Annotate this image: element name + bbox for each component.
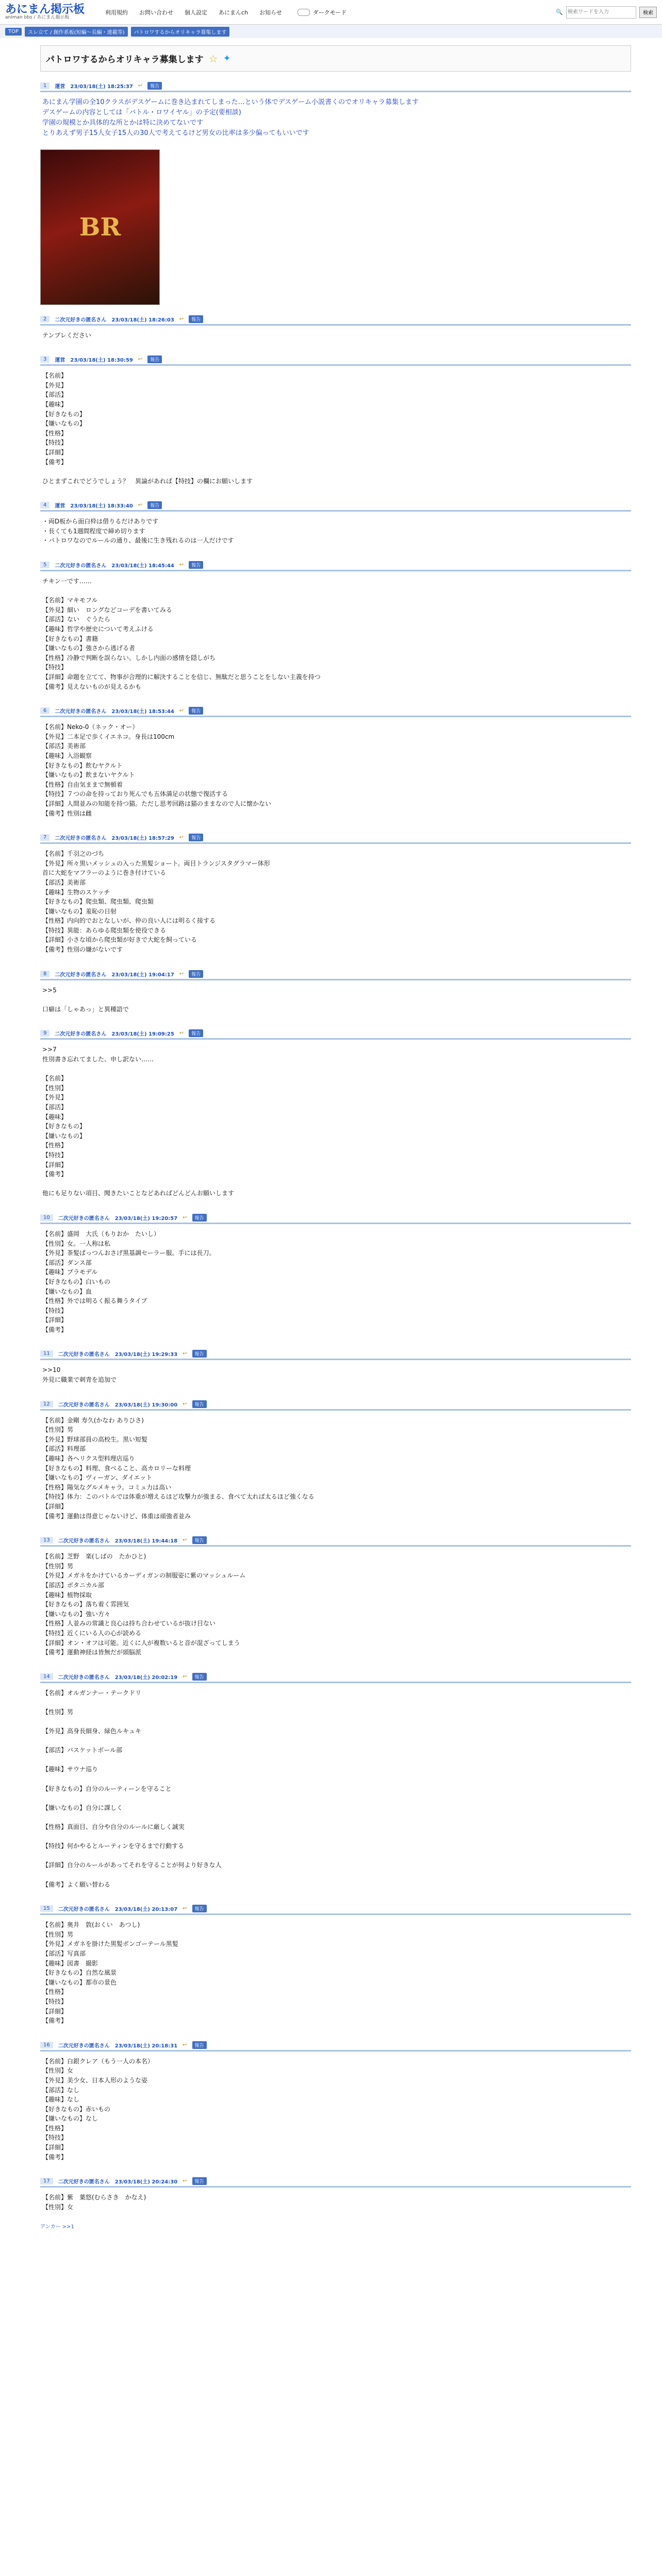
post-header xyxy=(40,1672,631,1683)
reply-icon[interactable]: ↩ xyxy=(183,2042,187,2048)
post-author: 二次元好きの匿名さん xyxy=(55,709,107,715)
post xyxy=(40,969,631,1020)
reply-icon[interactable]: ↩ xyxy=(179,971,184,977)
reply-icon[interactable]: ↩ xyxy=(179,316,184,322)
search-icon: 🔍 xyxy=(556,9,563,15)
post-date: 23/03/18(土) 20:13:07 xyxy=(114,1907,178,1913)
report-button[interactable]: 報告 xyxy=(192,2041,207,2049)
post-header xyxy=(40,1535,631,1547)
report-button[interactable]: 報告 xyxy=(189,561,203,569)
report-button[interactable]: 報告 xyxy=(192,1536,207,1544)
post-header xyxy=(40,706,631,717)
post-header xyxy=(40,560,631,571)
report-button[interactable]: 報告 xyxy=(189,315,203,323)
post-body: あにまん学園の全10クラスがデスゲームに巻き込まれてしまった…という体でデスゲーム小説書くのでオリキャラ募集します デスゲームの内容としては「バトル・ロワイヤル」の予定(要相談) 学園の規模とか具体的な所とかは特に決めてないです とりあえず男子15人女子15人の30人で考えてるけど男女の比率は多少偏ってもいいです xyxy=(42,98,419,138)
post-body: 【名前】芝野 楽(しばの たかひと) 【性別】男 【外見】メガネをかけているカーディガンの制服姿に紫のマッシュルーム 【部活】ボタニカル部 【趣味】植物採取 【好きなもの】落ち着く雰囲気 【嫌いなもの】強い方々 【性格】人並みの常識と良心は持ち合わせているが抜け目ない 【特技】近くにいる人の心が読める 【詳細】オン・オフは可能。近くに人が複数いると音が混ざってしまう 【備考】運動神経は皆無だが頭脳派 xyxy=(42,1553,246,1656)
post-author: 二次元好きの匿名さん xyxy=(58,1352,110,1358)
nav-settings[interactable]: 個人設定 xyxy=(185,9,208,16)
post-number[interactable]: 14 xyxy=(40,1673,53,1680)
post xyxy=(40,500,631,551)
reply-icon[interactable]: ↩ xyxy=(179,835,184,841)
favorite-star-icon[interactable]: ☆ xyxy=(208,52,218,65)
post-body: >>5 口癖は「しゃあっ」と異種語で xyxy=(42,986,129,1013)
post xyxy=(40,354,631,491)
post-header xyxy=(40,354,631,366)
post-date: 23/03/18(土) 19:29:33 xyxy=(114,1352,178,1358)
post xyxy=(40,833,631,960)
post xyxy=(40,2040,631,2167)
nav-animanch[interactable]: あにまんch xyxy=(219,9,249,16)
post xyxy=(40,1213,631,1340)
post xyxy=(40,2176,631,2217)
reply-icon[interactable]: ↩ xyxy=(183,1351,187,1357)
report-button[interactable]: 報告 xyxy=(189,834,203,841)
post-number[interactable]: 10 xyxy=(40,1214,53,1221)
post-author: 二次元好きの匿名さん xyxy=(58,1907,110,1913)
post-number[interactable]: 15 xyxy=(40,1905,53,1912)
post xyxy=(40,314,631,346)
thread-title-box xyxy=(40,45,631,72)
reply-icon[interactable]: ↩ xyxy=(183,1401,187,1407)
post xyxy=(40,706,631,823)
post-number[interactable]: 3 xyxy=(40,356,49,363)
post-number[interactable]: 11 xyxy=(40,1350,53,1357)
post-header xyxy=(40,500,631,512)
post-author: 二次元好きの匿名さん xyxy=(55,317,107,323)
post-author: 運営 xyxy=(55,84,65,90)
post-body: 【名前】千羽之のづち 【外見】所々黒いメッシュの入った黒髪ショート。両目トランジスタグラマー体形 首に大蛇をマフラーのように巻き付けている 【部活】美術部 【趣味】生物のスケッチ 【好きなもの】爬虫類、爬虫類、爬虫類 【嫌いなもの】羞恥の日射 【性格】内向的でおとなしいが、仲の良い人には明るく接する 【特技】異能：あらゆる爬虫類を使役できる 【詳細】小さな頃から爬虫類が好きで大蛇を飼っている 【備考】性別の嫌がないです xyxy=(42,850,270,954)
top-nav xyxy=(105,8,282,16)
reply-icon[interactable]: ↩ xyxy=(138,357,143,363)
post-body: 【名前】奥井 敦(おくい あつし) 【性別】男 【外見】メガネを掛けた黒髪ボンゴーテール黒髪 【部活】写真部 【趣味】図書 撮影 【好きなもの】自然な風景 【嫌いなもの】都市の景色 【性格】 【特技】 【詳細】 【備考】 xyxy=(42,1921,178,2025)
post-body: 【名前】Neko-0（ネック・オー） 【外見】二本足で歩くイエネコ。身長は100cm 【部活】美術部 【趣味】入浴観察 【好きなもの】飲むヤクルト 【嫌いなもの】飲まないヤクルト 【性格】自由気ままで無頓着 【特技】７つの命を持っており死んでも五体満足の状態で復活する 【詳細】人間並みの知能を持つ猫。ただし思考回路は猫のままなので人に懐かない 【備考】性別は雌 xyxy=(42,723,272,817)
post-number[interactable]: 2 xyxy=(40,316,49,323)
post-date: 23/03/18(土) 18:26:03 xyxy=(111,317,174,323)
reply-icon[interactable]: ↩ xyxy=(183,1214,187,1221)
post-number[interactable]: 12 xyxy=(40,1401,53,1408)
post-body: テンプレください xyxy=(42,331,91,339)
post-date: 23/03/18(土) 19:30:00 xyxy=(114,1402,178,1408)
post-header xyxy=(40,1904,631,1915)
post xyxy=(40,81,631,305)
report-button[interactable]: 報告 xyxy=(147,355,162,363)
post-date: 23/03/18(土) 18:30:59 xyxy=(70,358,133,364)
report-button[interactable]: 報告 xyxy=(192,1905,207,1912)
report-button[interactable]: 報告 xyxy=(147,501,162,509)
post-date: 23/03/18(土) 20:02:19 xyxy=(114,1674,178,1681)
post xyxy=(40,1349,631,1389)
post-date: 23/03/18(土) 18:53:44 xyxy=(111,709,174,715)
report-button[interactable]: 報告 xyxy=(189,1029,203,1037)
darkmode-label: ダークモード xyxy=(312,9,347,16)
post-date: 23/03/18(土) 18:57:29 xyxy=(111,836,174,842)
post-date: 23/03/18(土) 19:04:17 xyxy=(111,972,174,978)
post-body: 【名前】 【外見】 【部活】 【趣味】 【好きなもの】 【嫌いなもの】 【性格】 【特技】 【詳細】 【備考】 ひとまずこれでどうでしょう？ 異論があれば【特技】の欄にお願いします xyxy=(42,372,253,485)
toggle-switch-icon[interactable] xyxy=(297,9,310,16)
report-button[interactable]: 報告 xyxy=(189,970,203,978)
post-number[interactable]: 4 xyxy=(40,502,49,509)
post-body: 【名前】盛岡 大氏（もりおか たいし） 【性別】女。一人称は私 【外見】茶髪ぱっつんおさげ黒基調セーラー服。手には長刀。 【部活】ダンス部 【趣味】プラモデル 【好きなもの】白いもの 【嫌いなもの】血 【性格】外では明るく振る舞うタイプ 【特技】 【詳細】 【備考】 xyxy=(42,1230,216,1333)
report-button[interactable]: 報告 xyxy=(192,1673,207,1681)
reply-icon[interactable]: ↩ xyxy=(183,1673,187,1680)
post-header xyxy=(40,969,631,980)
post-header xyxy=(40,1028,631,1040)
post-body: 【名前】オルガンナー・テークドリ 【性別】男 【外見】高身長細身、緑色ルキュキ 【部活】バスケットボール部 【趣味】サウナ巡り 【好きなもの】自分のルーティーンを守ること 【嫌いなもの】自分に課しく 【性格】真面目、自分や自分のルールに厳しく誠実 【特技】何かやるとルーティンを守るまで行動する 【詳細】自分のルールがあってそれを守ることが何より好きな人 【備考】よく願い替わる xyxy=(42,1689,222,1888)
reply-icon[interactable]: ↩ xyxy=(183,1537,187,1544)
post-date: 23/03/18(土) 19:20:57 xyxy=(114,1215,178,1222)
post-author: 二次元好きの匿名さん xyxy=(55,972,107,978)
post-header xyxy=(40,1213,631,1224)
reply-icon[interactable]: ↩ xyxy=(179,562,184,568)
post-number[interactable]: 5 xyxy=(40,562,49,568)
post-body: チキン一です…… 【名前】マキモフル 【外見】細い ロングなどコーデを書いてみる 【部活】ない ぐうたら 【趣味】哲学や歴史について考えふける 【好きなもの】書籍 【嫌いなもの】強さから逃げる者 【性格】冷静で判断を誤らない。しかし内面の感情を隠しがち 【特技】 【詳細】命題を立てて、物事が合理的に解決することを信じ、無駄だと思うことをしない主義を持つ 【備考】見えないものが見えるかも xyxy=(42,578,321,690)
nav-terms[interactable]: 利用規約 xyxy=(105,9,128,16)
breadcrumb xyxy=(0,25,662,38)
post-number[interactable]: 1 xyxy=(40,82,49,89)
site-logo[interactable]: あにまん掲示板 animan bbs / あにまん掲示板 xyxy=(5,3,85,20)
post xyxy=(40,1028,631,1204)
darkmode-toggle[interactable] xyxy=(297,8,347,16)
nav-news[interactable]: お知らせ xyxy=(259,9,282,16)
post-date: 23/03/18(土) 19:09:25 xyxy=(111,1031,174,1038)
post-body: 【名前】紫 葉悠(むらさき かなえ) 【性別】女 xyxy=(42,2194,146,2211)
post-header xyxy=(40,2176,631,2188)
post-author: 二次元好きの匿名さん xyxy=(58,2179,110,2185)
post-image[interactable]: BR xyxy=(40,149,160,305)
post-header xyxy=(40,314,631,326)
post-author: 運営 xyxy=(55,358,65,364)
post-body: >>7 性別書き忘れてました、申し訳ない…… 【名前】 【性別】 【外見】 【部活】 【趣味】 【好きなもの】 【嫌いなもの】 【性格】 【特技】 【詳細】 【備考】 他にも足りない項目、聞きたいことなどあればどんどんお願いします xyxy=(42,1046,235,1197)
post xyxy=(40,1535,631,1663)
post-header xyxy=(40,81,631,92)
post-author: 二次元好きの匿名さん xyxy=(58,1538,110,1545)
post-date: 23/03/18(土) 18:45:44 xyxy=(111,563,174,569)
post-date: 23/03/18(土) 19:44:18 xyxy=(114,1538,178,1545)
site-header xyxy=(0,0,662,25)
footer-anchor[interactable]: アンカー >>1 xyxy=(40,2224,74,2230)
post-date: 23/03/18(土) 20:24:30 xyxy=(114,2179,178,2185)
post-number[interactable]: 8 xyxy=(40,971,49,977)
report-button[interactable]: 報告 xyxy=(192,1400,207,1408)
search-input[interactable] xyxy=(566,6,636,19)
thread-title: パトロワするからオリキャラ募集します xyxy=(46,55,204,65)
post-author: 二次元好きの匿名さん xyxy=(58,1215,110,1222)
twitter-icon[interactable]: ✦ xyxy=(223,53,231,64)
post-author: 二次元好きの匿名さん xyxy=(55,563,107,569)
post-date: 23/03/18(土) 18:25:37 xyxy=(70,84,133,90)
breadcrumb-top[interactable]: TOP xyxy=(5,28,22,36)
post-number[interactable]: 13 xyxy=(40,1537,53,1544)
post-number[interactable]: 17 xyxy=(40,2178,53,2184)
report-button[interactable]: 報告 xyxy=(147,82,162,90)
nav-contact[interactable]: お問い合わせ xyxy=(139,9,174,16)
post-number[interactable]: 9 xyxy=(40,1030,49,1037)
reply-icon[interactable]: ↩ xyxy=(183,2178,187,2184)
post-date: 23/03/18(土) 20:18:31 xyxy=(114,2043,178,2049)
post-author: 二次元好きの匿名さん xyxy=(58,2043,110,2049)
reply-icon[interactable]: ↩ xyxy=(138,83,143,89)
post-body: >>10 外見に職業で刺青を追加で xyxy=(42,1366,117,1384)
reply-icon[interactable]: ↩ xyxy=(179,708,184,714)
post xyxy=(40,1672,631,1894)
post-header xyxy=(40,1349,631,1360)
post-author: 二次元好きの匿名さん xyxy=(55,836,107,842)
post-number[interactable]: 16 xyxy=(40,2042,53,2048)
report-button[interactable]: 報告 xyxy=(192,2177,207,2185)
breadcrumb-thread[interactable]: パトロワするからオリキャラ募集します xyxy=(131,27,230,37)
reply-icon[interactable]: ↩ xyxy=(179,1030,184,1037)
post-author: 二次元好きの匿名さん xyxy=(58,1402,110,1408)
post xyxy=(40,1904,631,2031)
post-header xyxy=(40,833,631,844)
search-bar xyxy=(556,6,657,19)
breadcrumb-board[interactable]: スレ立て / 創作系板(短編～長編・連載等) xyxy=(25,27,128,37)
post-author: 運営 xyxy=(55,503,65,510)
post xyxy=(40,1399,631,1527)
post xyxy=(40,560,631,697)
post-body: ・両D板から面白枠は借りるだけありです ・長くても1週間程度で締め切ります ・パトロワなのでルールの通り、最後に生き残れるのは一人だけです xyxy=(42,518,234,545)
post-number[interactable]: 6 xyxy=(40,707,49,714)
post-date: 23/03/18(土) 18:33:40 xyxy=(70,503,133,510)
post-header xyxy=(40,2040,631,2052)
post-body: 【名前】白銀クレア（もう一人の本名） 【性別】女 【外見】美少女、日本人形のような姿 【部活】なし 【趣味】なし 【好きなもの】赤いもの 【嫌いなもの】なし 【性格】 【特技】 【詳細】 【備考】 xyxy=(42,2057,154,2161)
report-button[interactable]: 報告 xyxy=(189,707,203,715)
post-list xyxy=(40,81,631,2230)
search-button[interactable]: 検索 xyxy=(639,7,657,18)
reply-icon[interactable]: ↩ xyxy=(138,502,143,509)
post-header xyxy=(40,1399,631,1411)
report-button[interactable]: 報告 xyxy=(192,1214,207,1222)
post-author: 二次元好きの匿名さん xyxy=(58,1674,110,1681)
post-body: 【名前】金剛 寿久(かなわ ありひさ) 【性別】男 【外見】野球部員の高校生。黒い短髪 【部活】料理部 【趣味】各ヘリクス型料理店巡り 【好きなもの】料理、食べること、高カロリーな料理 【嫌いなもの】ヴィーガン、ダイエット 【性格】陽気なグルメキャラ。コミュ力は高い 【特技】体力：このバトルでは体重が増えるほど攻撃力が強まる、食べて太れば太るほど強くなる 【詳細】 【備考】運動は得意じゃないけど、体重は頑強者並み xyxy=(42,1416,315,1520)
reply-icon[interactable]: ↩ xyxy=(183,1906,187,1912)
post-author: 二次元好きの匿名さん xyxy=(55,1031,107,1038)
report-button[interactable]: 報告 xyxy=(192,1350,207,1358)
post-number[interactable]: 7 xyxy=(40,834,49,841)
